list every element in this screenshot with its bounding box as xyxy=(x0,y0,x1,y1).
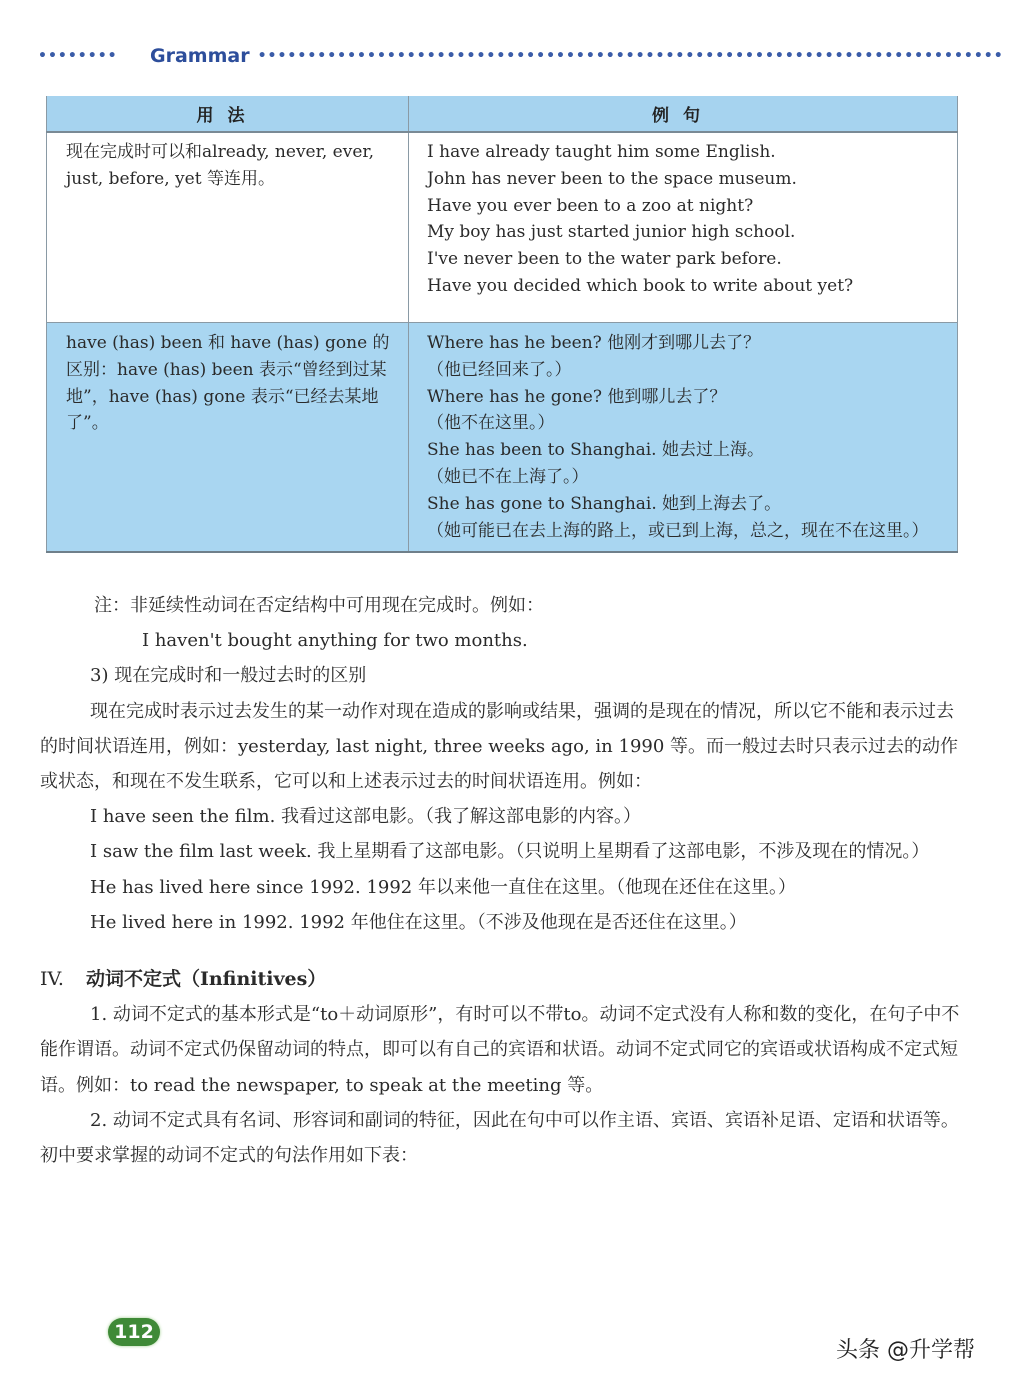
column-header-usage: 用法 xyxy=(47,96,409,132)
grammar-table xyxy=(46,96,958,553)
examples-cell xyxy=(409,132,958,323)
dotted-rule-right: ••••••••••••••••••••••••••••••••••••••••••••••••••••••••••••••••••••••••••• xyxy=(257,48,1004,64)
section-number: IV. xyxy=(40,968,64,991)
example-sentence: I have already taught him some English. xyxy=(427,142,776,162)
section-heading xyxy=(40,962,960,997)
example-sentence: She has been to Shanghai. 她去过上海。 xyxy=(427,440,764,461)
example-sentence: Have you decided which book to write about yet? xyxy=(427,275,854,296)
usage-cell: 现在完成时可以和already, never, ever, just, before, yet 等连用。 xyxy=(47,132,409,323)
note-text: 注：非延续性动词在否定结构中可用现在完成时。例如： xyxy=(94,595,544,616)
example-sentence: Where has he gone? 他到哪儿去了？ xyxy=(427,386,727,407)
page-number-badge: 112 xyxy=(108,1318,160,1346)
watermark: 头条 @升学帮 xyxy=(836,1338,975,1363)
dotted-rule-left: •••••••• xyxy=(38,48,118,64)
paragraph: 1. 动词不定式的基本形式是“to＋动词原形”，有时可以不带to。动词不定式没有人称和数的变化，在句子中不能作谓语。动词不定式仍保留动词的特点，即可以有自己的宾语和状语。动词不定式同它的宾语或状语构成不定式短语。例如：to read the newspaper, to speak at the meeting 等。 xyxy=(40,1004,960,1096)
example-sentence: Where has he been? 他刚才到哪儿去了？ xyxy=(427,333,761,353)
paragraph: 2. 动词不定式具有名词、形容词和副词的特征，因此在句中可以作主语、宾语、宾语补足语、定语和状语等。初中要求掌握的动词不定式的句法作用如下表： xyxy=(40,1109,959,1167)
examples-cell xyxy=(409,323,958,553)
column-header-examples: 例句 xyxy=(409,96,958,132)
usage-cell: have (has) been 和 have (has) gone 的区别：have (has) been 表示“曾经到过某地”，have (has) gone 表示“已经去某地了”。 xyxy=(47,323,409,553)
example-sentence: I saw the film last week. 我上星期看了这部电影。（只说明上星期看了这部电影，不涉及现在的情况。） xyxy=(90,841,930,863)
section-header xyxy=(38,44,1024,68)
example-sentence: My boy has just started junior high school. xyxy=(427,222,796,243)
subsection-title: 3) 现在完成时和一般过去时的区别 xyxy=(90,665,367,687)
table-row xyxy=(47,132,958,323)
example-translation: （她可能已在去上海的路上，或已到上海，总之，现在不在这里。） xyxy=(427,520,929,541)
body-text xyxy=(40,588,960,1173)
example-sentence: She has gone to Shanghai. 她到上海去了。 xyxy=(427,493,782,514)
example-translation: （她已不在上海了。） xyxy=(427,466,589,487)
example-sentence: I have seen the film. 我看过这部电影。（我了解这部电影的内容。） xyxy=(90,806,642,828)
example-translation: （他不在这里。） xyxy=(427,413,555,434)
table-row xyxy=(47,323,958,553)
example-sentence: Have you ever been to a zoo at night? xyxy=(427,195,754,216)
table-header-row xyxy=(47,96,958,132)
subsection-paragraph: 现在完成时表示过去发生的某一动作对现在造成的影响或结果，强调的是现在的情况，所以它不能和表示过去的时间状语连用，例如：yesterday, last night, three weeks ago, in 1990 等。而一般过去时只表示过去的动作或状态，和现在不发生联系，它可以和上述表示过去的时间状语连用。例如： xyxy=(40,700,959,793)
section-label: Grammar xyxy=(150,45,250,67)
example-sentence: John has never been to the space museum. xyxy=(427,168,797,189)
example-sentence: He has lived here since 1992. 1992 年以来他一直住在这里。（他现在还住在这里。） xyxy=(90,876,796,898)
section-title: 动词不定式（Infinitives） xyxy=(85,968,327,991)
example-sentence: He lived here in 1992. 1992 年他住在这里。（不涉及他现在是否还住在这里。） xyxy=(90,911,747,933)
example-translation: （他已经回来了。） xyxy=(427,359,572,380)
example-sentence: I've never been to the water park before. xyxy=(427,249,782,270)
note-example: I haven't bought anything for two months. xyxy=(142,630,528,652)
